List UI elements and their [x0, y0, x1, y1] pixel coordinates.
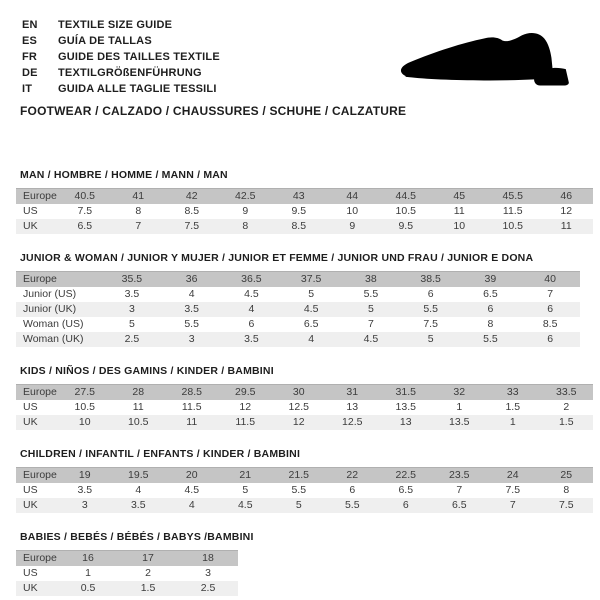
row-label: UK [16, 415, 58, 430]
size-cell: 5 [341, 302, 401, 317]
language-code: FR [22, 51, 38, 63]
dress-shoe-icon [396, 30, 576, 94]
size-cell: 33.5 [540, 385, 594, 401]
size-cell: 1 [486, 415, 540, 430]
size-cell: 22 [326, 468, 380, 484]
size-cell: 10 [433, 219, 487, 234]
size-cell: 4.5 [244, 288, 259, 300]
language-title: TEXTILGRÖßENFÜHRUNG [58, 67, 202, 79]
size-cell: 6 [248, 318, 255, 330]
size-cell: 4.5 [219, 498, 273, 513]
size-cell: 3.5 [77, 484, 93, 496]
size-cell: 5 [242, 484, 249, 496]
junior-woman-table-section [0, 252, 600, 347]
size-cell: 5.5 [291, 484, 307, 496]
size-cell: 8.5 [272, 219, 326, 234]
size-cell: 4 [188, 288, 195, 300]
language-code: DE [22, 67, 38, 79]
size-cell: 5.5 [401, 302, 461, 317]
size-table-junior-woman [16, 271, 580, 347]
size-cell: 6.5 [58, 219, 112, 234]
row-label: US [23, 401, 38, 413]
size-cell: 23.5 [433, 468, 487, 484]
size-cell: 7 [367, 318, 374, 330]
size-cell: 11.5 [502, 205, 523, 217]
size-cell: 41 [112, 189, 166, 205]
size-cell: 18 [178, 551, 238, 567]
size-cell: 8 [563, 484, 570, 496]
size-cell: 36.5 [222, 272, 282, 288]
size-cell: 5 [308, 288, 315, 300]
size-cell: 19.5 [112, 468, 166, 484]
size-cell: 7 [547, 288, 554, 300]
size-cell: 10 [346, 205, 359, 217]
row-label: Europe [16, 272, 102, 288]
table-title-babies: BABIES / BEBÉS / BÉBÉS / BABYS /BAMBINI [20, 531, 254, 543]
language-title: GUIDA ALLE TAGLIE TESSILI [58, 83, 217, 95]
row-label: Woman (US) [23, 318, 84, 330]
kids-table-section [0, 365, 600, 430]
size-cell: 1.5 [505, 401, 521, 413]
size-cell: 4 [165, 498, 219, 513]
size-cell: 40 [520, 272, 580, 288]
size-cell: 10 [58, 415, 112, 430]
table-title-kids: KIDS / NIÑOS / DES GAMINS / KINDER / BAMBINI [20, 365, 274, 377]
size-cell: 9.5 [379, 219, 433, 234]
size-cell: 6.5 [433, 498, 487, 513]
language-code: ES [22, 35, 38, 47]
language-title: TEXTILE SIZE GUIDE [58, 19, 173, 31]
size-cell: 6.5 [483, 288, 498, 300]
row-label: Woman (UK) [16, 332, 102, 347]
table-title-children: CHILDREN / INFANTIL / ENFANTS / KINDER / BAMBINI [20, 448, 301, 460]
size-cell: 10.5 [74, 401, 95, 413]
size-cell: 5.5 [184, 318, 199, 330]
size-cell: 3 [205, 567, 211, 579]
size-cell: 12.5 [288, 401, 309, 413]
size-cell: 6.5 [303, 318, 319, 330]
row-label: UK [16, 581, 58, 596]
size-cell: 19 [58, 468, 112, 484]
row-label: US [23, 567, 38, 579]
size-cell: 6 [379, 498, 433, 513]
size-cell: 8.5 [184, 205, 200, 217]
size-cell: 7.5 [423, 318, 438, 330]
size-cell: 12.5 [326, 415, 380, 430]
size-cell: 25 [540, 468, 594, 484]
size-cell: 3.5 [162, 302, 222, 317]
size-cell: 11 [453, 205, 465, 217]
size-cell: 3.5 [112, 498, 166, 513]
row-label: US [23, 484, 38, 496]
size-cell: 22.5 [379, 468, 433, 484]
size-cell: 6 [349, 484, 356, 496]
table-row [16, 483, 593, 498]
category-heading: FOOTWEAR / CALZADO / CHAUSSURES / SCHUHE / CALZATURE [20, 104, 407, 118]
size-cell: 8 [487, 318, 494, 330]
size-cell: 4 [281, 332, 341, 347]
size-cell: 38 [341, 272, 401, 288]
table-row [16, 219, 593, 234]
size-cell: 7.5 [77, 205, 93, 217]
size-cell: 21.5 [272, 468, 326, 484]
babies-table-section [0, 531, 600, 596]
table-row [16, 204, 593, 219]
size-table-children [16, 467, 593, 513]
size-cell: 28 [112, 385, 166, 401]
language-code: EN [22, 19, 38, 31]
language-code: IT [22, 83, 33, 95]
table-row [16, 317, 580, 332]
size-cell: 4 [222, 302, 282, 317]
size-cell: 0.5 [58, 581, 118, 596]
size-table-babies [16, 550, 238, 596]
size-cell: 12 [560, 205, 573, 217]
size-cell: 3 [102, 302, 162, 317]
size-cell: 37.5 [281, 272, 341, 288]
size-cell: 31.5 [379, 385, 433, 401]
size-cell: 31 [326, 385, 380, 401]
size-cell: 43 [272, 189, 326, 205]
size-cell: 12 [272, 415, 326, 430]
size-cell: 11 [165, 415, 219, 430]
size-cell: 11.5 [219, 415, 273, 430]
row-label: UK [16, 219, 58, 234]
size-cell: 5.5 [326, 498, 380, 513]
size-cell: 24 [486, 468, 540, 484]
size-cell: 17 [118, 551, 178, 567]
size-cell: 42 [165, 189, 219, 205]
size-cell: 10.5 [112, 415, 166, 430]
size-cell: 36 [162, 272, 222, 288]
size-cell: 8 [135, 205, 142, 217]
size-cell: 5.5 [363, 288, 379, 300]
dress-shoe-silhouette [401, 33, 569, 86]
size-cell: 44.5 [379, 189, 433, 205]
table-row [16, 415, 593, 430]
size-cell: 7 [456, 484, 463, 496]
language-title: GUÍA DE TALLAS [58, 35, 152, 47]
table-header-row [16, 551, 238, 567]
size-cell: 13 [346, 401, 359, 413]
table-header-row [16, 468, 593, 484]
size-cell: 2 [145, 567, 151, 579]
table-row [16, 287, 580, 302]
size-cell: 5 [128, 318, 135, 330]
size-cell: 35.5 [102, 272, 162, 288]
man-table-section [0, 169, 600, 234]
size-cell: 7 [112, 219, 166, 234]
size-cell: 4.5 [184, 484, 200, 496]
size-cell: 27.5 [58, 385, 112, 401]
row-label: Europe [16, 385, 58, 401]
size-cell: 9 [326, 219, 380, 234]
size-cell: 6 [427, 288, 434, 300]
size-cell: 13 [379, 415, 433, 430]
size-cell: 10.5 [395, 205, 416, 217]
table-row [16, 498, 593, 513]
size-cell: 6.5 [398, 484, 414, 496]
size-cell: 13.5 [433, 415, 487, 430]
size-cell: 1 [85, 567, 91, 579]
table-title-junior-woman: JUNIOR & WOMAN / JUNIOR Y MUJER / JUNIOR ET FEMME / JUNIOR UND FRAU / JUNIOR E DONA [20, 252, 534, 264]
size-cell: 32 [433, 385, 487, 401]
size-cell: 9 [242, 205, 249, 217]
size-cell: 5 [272, 498, 326, 513]
size-cell: 45 [433, 189, 487, 205]
size-cell: 39 [461, 272, 521, 288]
size-cell: 7 [486, 498, 540, 513]
size-table-man [16, 188, 593, 234]
size-cell: 1.5 [540, 415, 594, 430]
size-cell: 16 [58, 551, 118, 567]
size-cell: 11 [540, 219, 594, 234]
size-cell: 33 [486, 385, 540, 401]
table-row [16, 332, 580, 347]
size-cell: 4.5 [341, 332, 401, 347]
size-cell: 3 [162, 332, 222, 347]
table-header-row [16, 385, 593, 401]
size-cell: 2 [563, 401, 570, 413]
row-label: UK [16, 498, 58, 513]
size-cell: 3.5 [222, 332, 282, 347]
size-cell: 2.5 [102, 332, 162, 347]
row-label: US [23, 205, 38, 217]
size-cell: 29.5 [219, 385, 273, 401]
row-label: Europe [16, 189, 58, 205]
size-cell: 4 [135, 484, 142, 496]
size-cell: 28.5 [165, 385, 219, 401]
size-table-kids [16, 384, 593, 430]
size-cell: 5.5 [461, 332, 521, 347]
size-cell: 21 [219, 468, 273, 484]
table-header-row [16, 272, 580, 288]
size-tables [0, 169, 600, 596]
size-cell: 7.5 [540, 498, 594, 513]
table-row [16, 302, 580, 317]
size-cell: 1 [456, 401, 463, 413]
size-cell: 4.5 [281, 302, 341, 317]
size-cell: 10.5 [486, 219, 540, 234]
size-cell: 7.5 [165, 219, 219, 234]
row-label: Europe [16, 468, 58, 484]
language-title: GUIDE DES TAILLES TEXTILE [58, 51, 220, 63]
row-label: Junior (US) [23, 288, 77, 300]
table-title-man: MAN / HOMBRE / HOMME / MANN / MAN [20, 169, 228, 181]
size-cell: 3 [58, 498, 112, 513]
size-cell: 44 [326, 189, 380, 205]
size-cell: 30 [272, 385, 326, 401]
table-row [16, 400, 593, 415]
size-cell: 6 [520, 302, 580, 317]
size-cell: 38.5 [401, 272, 461, 288]
size-cell: 8.5 [542, 318, 558, 330]
size-cell: 45.5 [486, 189, 540, 205]
size-cell: 9.5 [291, 205, 307, 217]
table-row [16, 581, 238, 596]
size-cell: 42.5 [219, 189, 273, 205]
size-cell: 5 [401, 332, 461, 347]
children-table-section [0, 448, 600, 513]
size-cell: 2.5 [178, 581, 238, 596]
size-cell: 11.5 [181, 401, 202, 413]
row-label: Europe [16, 551, 58, 567]
size-cell: 20 [165, 468, 219, 484]
table-row [16, 566, 238, 581]
size-cell: 12 [239, 401, 252, 413]
table-header-row [16, 189, 593, 205]
size-cell: 13.5 [395, 401, 416, 413]
size-cell: 6 [520, 332, 580, 347]
size-cell: 40.5 [58, 189, 112, 205]
size-cell: 11 [132, 401, 144, 413]
size-cell: 7.5 [505, 484, 521, 496]
size-cell: 8 [219, 219, 273, 234]
size-cell: 1.5 [118, 581, 178, 596]
size-cell: 46 [540, 189, 594, 205]
size-cell: 3.5 [124, 288, 140, 300]
row-label: Junior (UK) [16, 302, 102, 317]
size-cell: 6 [461, 302, 521, 317]
